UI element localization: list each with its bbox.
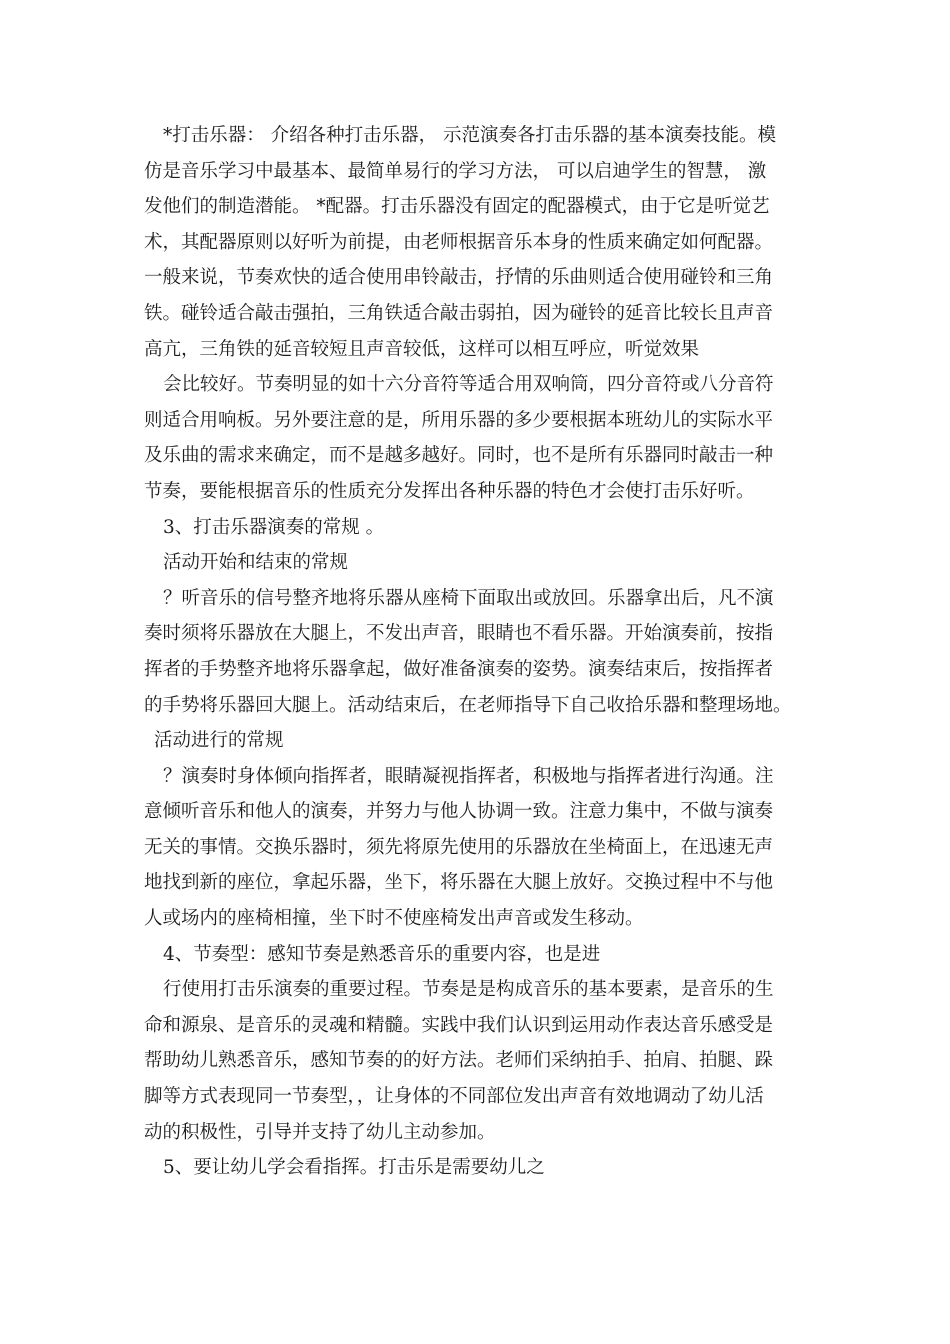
text-line: 术，其配器原则以好听为前提，由老师根据音乐本身的性质来确定如何配器。 [144,231,774,253]
document-body [144,118,804,1186]
subsection-heading: 活动开始和结束的常规 [163,552,349,574]
section-heading: 5、要让幼儿学会看指挥。打击乐是需要幼儿之 [163,1157,545,1179]
text-line: 地找到新的座位，拿起乐器，坐下，将乐器在大腿上放好。交换过程中不与他 [144,872,774,894]
text-line: 帮助幼儿熟悉音乐，感知节奏的的好方法。老师们采纳拍手、拍肩、拍腿、跺 [144,1050,774,1072]
text-line: 节奏，要能根据音乐的性质充分发挥出各种乐器的特色才会使打击乐好听。 [144,480,755,502]
text-line: 及乐曲的需求来确定，而不是越多越好。同时，也不是所有乐器同时敲击一种 [144,445,774,467]
text-line: 人或场内的座椅相撞，坐下时不使座椅发出声音或发生移动。 [144,908,644,930]
text-line: 意倾听音乐和他人的演奏，并努力与他人协调一致。注意力集中，不做与演奏 [144,801,774,823]
text-line: 动的积极性，引导并支持了幼儿主动参加。 [144,1121,496,1143]
section-heading: 4、节奏型：感知节奏是熟悉音乐的重要内容，也是进 [163,943,601,965]
text-line: 高亢，三角铁的延音较短且声音较低，这样可以相互呼应，听觉效果 [144,338,700,360]
text-line: 的手势将乐器回大腿上。活动结束后，在老师指导下自己收拾乐器和整理场地。 [144,694,792,716]
text-line: 奏时须将乐器放在大腿上，不发出声音，眼睛也不看乐器。开始演奏前，按指 [144,623,774,645]
text-line: 一般来说，节奏欢快的适合使用串铃敲击，抒情的乐曲则适合使用碰铃和三角 [144,267,774,289]
text-line: 则适合用响板。另外要注意的是，所用乐器的多少要根据本班幼儿的实际水平 [144,409,774,431]
text-line: 会比较好。节奏明显的如十六分音符等适合用双响筒，四分音符或八分音符 [163,374,774,396]
text-line: 发他们的制造潜能。 *配器。打击乐器没有固定的配器模式，由于它是听觉艺 [144,196,770,218]
text-line: *打击乐器： 介绍各种打击乐器， 示范演奏各打击乐器的基本演奏技能。模 [163,125,777,146]
text-line: ？演奏时身体倾向指挥者，眼睛凝视指挥者，积极地与指挥者进行沟通。注 [163,765,774,787]
text-line: 铁。碰铃适合敲击强拍，三角铁适合敲击弱拍，因为碰铃的延音比较长且声音 [144,302,774,324]
text-line: 脚等方式表现同一节奏型，，让身体的不同部位发出声音有效地调动了幼儿活 [144,1086,764,1108]
text-line: 仿是音乐学习中最基本、最简单易行的学习方法， 可以启迪学生的智慧， 激 [144,160,767,182]
section-heading: 3、打击乐器演奏的常规 。 [163,516,385,538]
subsection-heading: 活动进行的常规 [154,730,284,752]
text-line: 无关的事情。交换乐器时，须先将原先使用的乐器放在坐椅面上，在迅速无声 [144,836,774,858]
text-line: 命和源泉、是音乐的灵魂和精髓。实践中我们认识到运用动作表达音乐感受是 [144,1014,774,1036]
text-line: ？听音乐的信号整齐地将乐器从座椅下面取出或放回。乐器拿出后，凡不演 [163,587,774,609]
text-line: 挥者的手势整齐地将乐器拿起，做好准备演奏的姿势。演奏结束后，按指挥者 [144,658,774,680]
text-line: 行使用打击乐演奏的重要过程。节奏是是构成音乐的基本要素，是音乐的生 [163,979,774,1001]
